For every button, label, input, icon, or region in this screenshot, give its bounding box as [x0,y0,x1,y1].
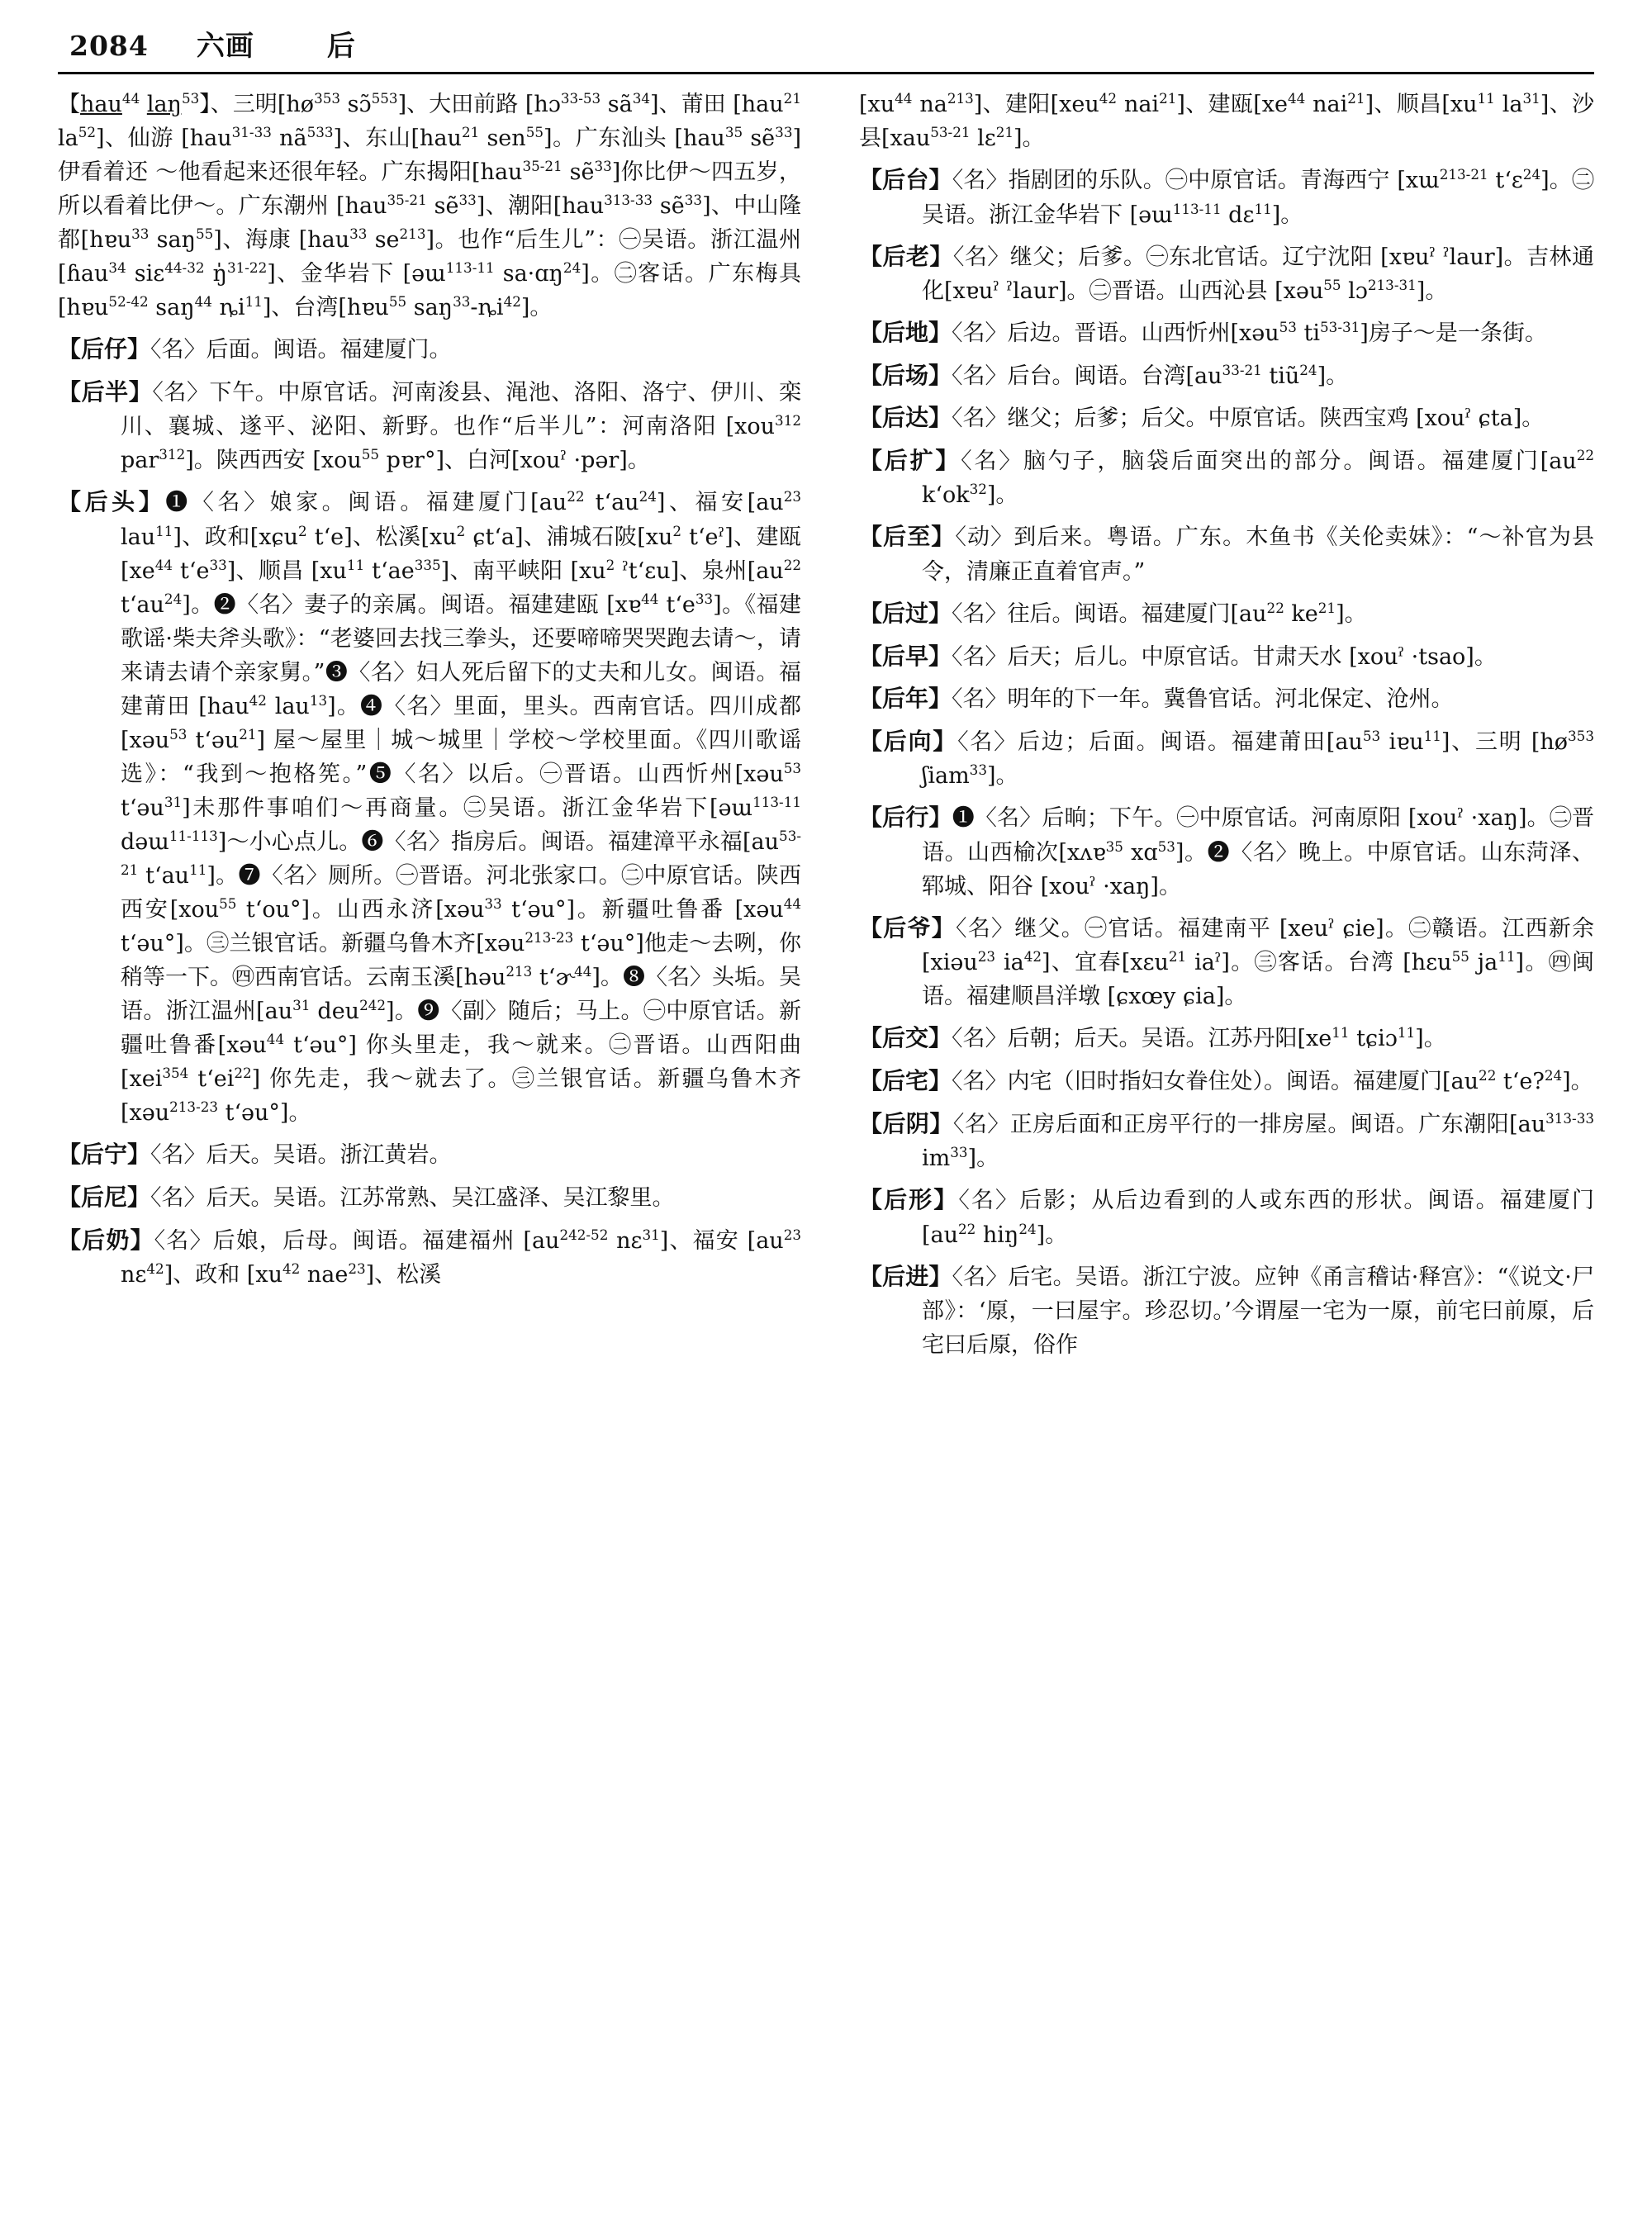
dictionary-entry [58,1137,801,1173]
dictionary-entry [58,375,801,478]
header-rule [58,72,1594,74]
dictionary-entry [58,332,801,368]
entry-body: 〈名〉下午。中原官话。河南浚县、渑池、洛阳、洛宁、伊川、栾川、襄城、遂平、泌阳、新野。也作“后半儿”：河南洛阳 [xou$^{312}$ par$^{312}$]。陕西西安 [xou$^{55}$ pɐr°]、白河[xouˀ ·pər]。 [121,379,801,474]
entry-headword: 【后交】 [859,1024,952,1052]
entry-body: 〈名〉后娘，后母。闽语。福建福州 [$au^{242-52}$ nɛ$^{31}$]、福安 [$au^{23}$ nɛ$^{42}$]、政和 [$xu^{42}$ nae$^{23}$]、松溪 [121,1226,801,1288]
entry-body: 〈名〉后天。吴语。江苏常熟、吴江盛泽、吴江黎里。 [150,1185,675,1212]
entry-headword: 【后头】 [58,488,166,516]
entry-body: 〈名〉内宅（旧时指妇女眷住处）。闽语。福建厦门[$au^{22}$ tʻe?$^{24}$]。 [952,1067,1593,1094]
running-head [58,23,1594,64]
entry-body: [$xu^{44}$ $na^{213}$]、建阳[xeu$^{42}$ nai$^{21}$]、建瓯[$xe^{44}$ nai$^{21}$]、顺昌[$xu^{11}$ $la^{31}$]、沙县[xau$^{53-21}$ lɛ$^{21}$]。 [859,90,1594,152]
entry-headword: 【后老】 [859,242,953,270]
dictionary-entry [859,1021,1594,1056]
dictionary-entry [859,1183,1594,1252]
entry-headword: 【后半】 [58,377,153,406]
dictionary-entry [859,316,1594,351]
right-column [826,88,1594,2202]
entry-body: 〈名〉正房后面和正房平行的一排房屋。闽语。广东潮阳[$au^{313-33}$ $im^{33}$]。 [922,1109,1594,1172]
entry-body: 〈名〉明年的下一年。冀鲁官话。河北保定、沧州。 [952,686,1454,713]
entry-body: 〈名〉往后。闽语。福建厦门[$au^{22}$ $ke^{21}$]。 [952,600,1367,628]
entry-headword: 【后阴】 [859,1109,953,1137]
entry-headword: 【后至】 [859,523,956,551]
dictionary-entry [859,163,1594,232]
entry-headword: 【后宅】 [859,1067,952,1094]
entry-headword: 【后场】 [859,361,952,389]
dictionary-entry [859,596,1594,632]
entry-body: 〈名〉继父；后爹。㊀东北官话。辽宁沈阳 [xɐuˀ ˀlaur]。吉林通化[xɐuˀ ˀlaur]。㊁晋语。山西沁县 [xəu$^{55}$ lɔ$^{213-31}$]。 [922,244,1594,305]
dictionary-entry [58,1180,801,1216]
entry-body: 〈名〉后边；后面。闽语。福建莆田[$au^{53}$ iɐu$^{11}$]、三明 [$hø^{353}$ ʃiam$^{33}$]。 [922,727,1594,790]
entry-headword: 【后地】 [859,319,952,347]
dictionary-entry [859,639,1594,675]
dictionary-entry [859,724,1594,794]
dictionary-entry [859,1260,1594,1363]
entry-body: 〈名〉继父。㊀官话。福建南平 [xeuˀ ɕie]。㊁赣语。江西新余[xiəu$^{23}$ $ia^{42}$]、宜春[xɛu$^{21}$ iaˀ]。㊂客话。台湾 [hɛu$^{55}$ $ja^{11}$]。㊃闽语。福建顺昌洋墩 [ɕxœy ɕia]。 [922,915,1594,1010]
dictionary-entry [859,800,1594,904]
entry-headword: 【后仔】 [58,335,151,363]
entry-body: ❶〈名〉娘家。闽语。福建厦门[$au^{22}$ tʻau$^{24}$]、福安[$au^{23}$ lau$^{11}$]、政和[xɕu$^2$ tʻe]、松溪[$xu^2$ ɕtʻa]、浦城石陂[$xu^2$ tʻeˀ]、建瓯[$xe^{44}$ tʻe$^{33}$]、顺昌 [$xu^{11}$ tʻae$^{335}$]、南平峡阳 [$xu^2$ ˀtʻɛu]、泉州[$au^{22}$ tʻau$^{24}$]。❷〈名〉妻子的亲属。闽语。福建建瓯 [xɐ$^{44}$ tʻe$^{33}$]。《福建歌谣·柴夫斧头歌》：“老婆回去找三拳头，还要啼啼哭哭跑去请～，请来请去请个亲家舅。”❸〈名〉妇人死后留下的丈夫和儿女。闽语。福建莆田 [hau$^{42}$ lau$^{13}$]。❹〈名〉里面，里头。西南官话。四川成都 [xəu$^{53}$ tʻəu$^{21}$] 屋～屋里｜城～城里｜学校～学校里面。《四川歌谣选》：“我到～抱格筅。”❺〈名〉以后。㊀晋语。山西忻州[xəu$^{53}$ tʻəu$^{31}$]未那件事咱们～再商量。㊁吴语。浙江金华岩下[əɯ$^{113-11}$ dəɯ$^{11-113}$]～小心点儿。❻〈名〉指房后。闽语。福建漳平永福[$au^{53-21}$ tʻau$^{11}$]。❼〈名〉厕所。㊀晋语。河北张家口。㊁中原官话。陕西西安[xou$^{55}$ tʻou°]。山西永济[xəu$^{33}$ tʻəu°]。新疆吐鲁番 [xəu$^{44}$ tʻəu°]。㊂兰银官话。新疆乌鲁木齐[xəu$^{213-23}$ tʻəu°]他走～去咧，你稍等一下。㊃西南官话。云南玉溪[həu$^{213}$ tʻɚ$^{44}$]。❽〈名〉头垢。吴语。浙江温州[$au^{31}$ deu$^{242}$]。❾〈副〉随后；马上。㊀中原官话。新疆吐鲁番[xəu$^{44}$ tʻəu°] 你头里走，我～就来。㊁晋语。山西阳曲[xei$^{354}$ tʻei$^{22}$] 你先走，我～就去了。㊂兰银官话。新疆乌鲁木齐 [xəu$^{213-23}$ tʻəu°]。 [121,488,801,1127]
dictionary-entry [859,911,1594,1014]
entry-body: 〈名〉后宅。吴语。浙江宁波。应钟《甬言稽诂·释宫》：“《说文·尸部》：‘厡，一曰屋宇。珍忍切。’今谓屋一宅为一厡，前宅曰前厡，后宅曰后厡，俗作 [922,1264,1594,1359]
entry-body: 〈名〉后边。晋语。山西忻州[xəu$^{53}$ $ti^{53-31}$]房子～是一条街。 [952,319,1547,347]
dictionary-entry [859,88,1594,155]
dictionary-entry [58,485,801,1130]
dictionary-entry [58,1223,801,1293]
dictionary-entry [859,520,1594,589]
entry-body: 〈名〉后天。吴语。浙江黄岩。 [150,1142,452,1169]
entry-headword: 【后奶】 [58,1226,154,1254]
page-number: 2084 [69,30,149,62]
dictionary-entry [859,1064,1594,1099]
entry-headword: 【后扩】 [859,446,961,474]
dictionary-entry [58,88,801,325]
dictionary-entry [859,444,1594,513]
entry-headword: 【后尼】 [58,1184,151,1212]
entry-body: 〈名〉后朝；后天。吴语。江苏丹阳[$xe^{11}$ tɕiɔ$^{11}$]。 [952,1024,1446,1052]
dictionary-entry [859,240,1594,309]
dictionary-entry [859,681,1594,717]
entry-body: 〈名〉脑勺子，脑袋后面突出的部分。闽语。福建厦门[$au^{22}$ kʻok$^{32}$]。 [922,446,1594,509]
entry-body: 〈名〉继父；后爹；后父。中原官话。陕西宝鸡 [xouˀ ɕta]。 [952,406,1545,432]
stroke-count-label: 六画 [196,30,254,63]
entry-headword: 【后形】 [859,1186,959,1214]
entry-headword: 【后过】 [859,600,952,628]
dictionary-entry [859,1107,1594,1176]
entry-headword: 【后行】 [859,804,952,832]
entry-headword: 【后宁】 [58,1141,151,1169]
entry-body: 〈名〉指剧团的乐队。㊀中原官话。青海西宁 [xɯ$^{213-21}$ tʻɛ$^{24}$]。㊁吴语。浙江金华岩下 [əɯ$^{113-11}$ dɛ$^{11}$]。 [922,166,1594,228]
entry-headword: 【后台】 [859,166,952,194]
entry-body: 〈名〉后影；从后边看到的人或东西的形状。闽语。福建厦门 [$au^{22}$ hiŋ$^{24}$]。 [922,1188,1594,1248]
entry-headword: 【后向】 [859,727,958,755]
dictionary-entry [859,358,1594,394]
entry-headword: 【后早】 [859,642,952,670]
entry-body: 〈名〉后面。闽语。福建厦门。 [150,337,452,363]
entry-body: 〈动〉到后来。粤语。广东。木鱼书《关伦卖妹》：“～补官为县令，清廉正直着官声。” [922,524,1594,585]
entry-headword: 【后进】 [859,1262,952,1290]
dictionary-entry [859,401,1594,436]
entry-body: 〈名〉后台。闽语。台湾[$au^{33-21}$ tiũ$^{24}$]。 [952,361,1349,389]
entry-headword: 【后达】 [859,404,952,432]
text-columns [58,88,1594,2202]
left-column [58,88,826,2202]
radical-character: 后 [326,30,356,63]
entry-headword: 【后年】 [859,685,952,713]
entry-body: 【hau$^{44}$ laŋ$^{53}$】、三明[$hø^{353}$ sɔ̃$^{553}$]、大田前路 [hɔ$^{33-53}$ $sã^{34}$]、莆田 [hau$^{21}$ $la^{52}$]、仙游 [hau$^{31-33}$ $nã^{533}$]、东山[hau$^{21}$ sen$^{55}$]。广东汕头 [hau$^{35}$ sẽ$^{33}$] 伊看着还 ～他看起来还很年轻。广东揭阳[hau$^{35-21}$ sẽ$^{33}$]你比伊～四五岁，所以看着比伊～。广东潮州 [hau$^{35-21}$ sẽ$^{33}$]、潮阳[hau$^{313-33}$ sẽ$^{33}$]、中山隆都[hɐu$^{33}$ saŋ$^{55}$]、海康 [hau$^{33}$ $se^{213}$]。也作“后生儿”：㊀吴语。浙江温州 [ɦau$^{34}$ siɛ$^{44-32}$ ŋ̍$^{31-22}$]、金华岩下 [əɯ$^{113-11}$ sa·ɑŋ$^{24}$]。㊁客话。广东梅具 [hɐu$^{52-42}$ saŋ$^{44}$ $ȵi^{11}$]、台湾[hɐu$^{55}$ $saŋ^{33}-ȵi^{42}$]。 [58,90,802,321]
entry-body: 〈名〉后天；后儿。中原官话。甘肃天水 [xouˀ ·tsao]。 [952,643,1497,670]
entry-headword: 【后爷】 [859,913,957,942]
entry-body: ❶〈名〉后晌；下午。㊀中原官话。河南原阳 [xouˀ ·xaŋ]。㊁晋语。山西榆次[xʌɐ$^{35}$ xɑ$^{53}$]。❷〈名〉晚上。中原官话。山东菏泽、郓城、阳谷 [xouˀ ·xaŋ]。 [922,805,1594,899]
